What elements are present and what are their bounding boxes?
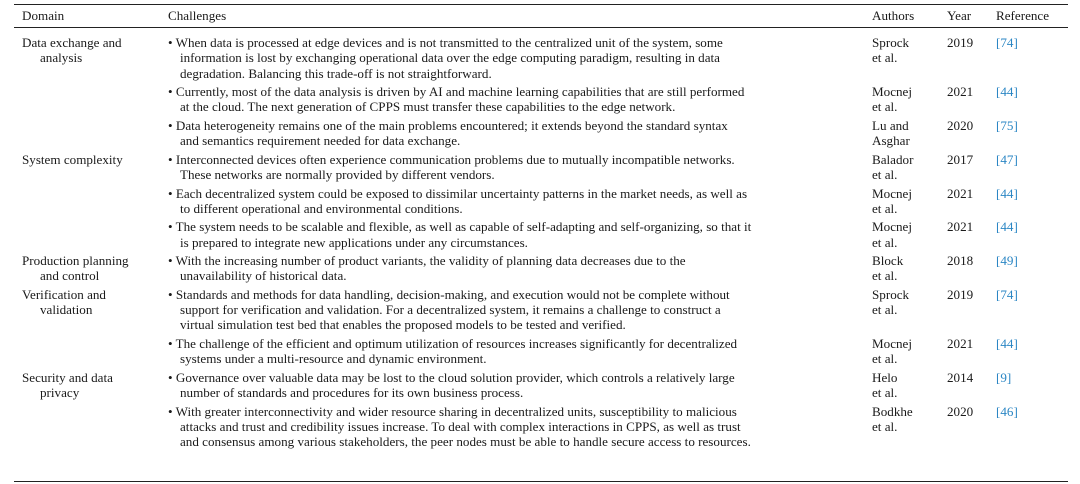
- domain-text: Security and data: [22, 369, 113, 385]
- challenge-line: • When data is processed at edge devices and is not transmitted to the centralized unit of the system, some: [168, 35, 723, 50]
- challenge-line: These networks are normally provided by different vendors.: [180, 166, 495, 182]
- header-domain: Domain: [22, 8, 65, 23]
- challenge-line: at the cloud. The next generation of CPPS must transfer these capabilities to the edge network.: [180, 99, 676, 115]
- row-authors: [872, 35, 909, 66]
- author-text: Mocnej: [872, 336, 912, 351]
- challenge-line: • Interconnected devices often experience communication problems due to mutually incompatible networks.: [168, 151, 735, 167]
- row-year: 2021: [947, 84, 974, 100]
- author-text: Block: [872, 253, 904, 269]
- row-challenge: [168, 219, 868, 250]
- row-authors: [872, 287, 909, 318]
- challenge-line: • The challenge of the efficient and optimum utilization of resources increases significantly for decentralized: [168, 336, 738, 351]
- reference-link[interactable]: [44]: [996, 84, 1018, 100]
- author-text: et al.: [872, 418, 898, 434]
- challenge-line: is prepared to integrate new applications under any circumstances.: [180, 234, 528, 250]
- domain-text: Production planning: [22, 253, 129, 269]
- row-year: 2021: [947, 219, 974, 235]
- row-challenge: [168, 186, 868, 217]
- author-text: Sprock: [872, 35, 910, 50]
- row-challenge: [168, 370, 868, 401]
- author-text: et al.: [872, 234, 898, 250]
- row-authors: [872, 253, 903, 284]
- challenge-line: • The system needs to be scalable and flexible, as well as capable of self-adapting and self-organizing, so that it: [168, 219, 752, 235]
- author-text: Lu and: [872, 117, 909, 133]
- row-challenge: [168, 35, 868, 81]
- author-text: Mocnej: [872, 219, 912, 235]
- author-text: et al.: [872, 166, 898, 182]
- challenge-line: degradation. Balancing this trade-off is not straightforward.: [180, 65, 492, 81]
- author-text: Asghar: [872, 133, 910, 149]
- row-domain: [22, 152, 162, 167]
- challenge-line: virtual simulation test bed that enables the proposed models to be tested and verified.: [180, 317, 626, 333]
- row-year: 2019: [947, 35, 974, 50]
- domain-text: privacy: [40, 385, 80, 401]
- table-top-rule: [14, 4, 1068, 5]
- challenge-line: • With greater interconnectivity and wider resource sharing in decentralized units, susceptibility to malicious: [168, 403, 737, 419]
- author-text: et al.: [872, 351, 898, 367]
- reference-link[interactable]: [74]: [996, 35, 1018, 50]
- row-year: 2017: [947, 151, 974, 167]
- challenge-line: unavailability of historical data.: [180, 268, 347, 284]
- author-text: Mocnej: [872, 185, 912, 201]
- header-reference: Reference: [996, 8, 1050, 23]
- author-text: et al.: [872, 302, 898, 318]
- row-year: 2018: [947, 253, 974, 269]
- row-authors: [872, 219, 912, 250]
- reference-link[interactable]: [44]: [996, 336, 1018, 351]
- header-challenges: Challenges: [168, 8, 227, 23]
- row-authors: [872, 84, 912, 115]
- author-text: Sprock: [872, 286, 910, 302]
- row-authors: [872, 152, 913, 183]
- challenge-line: information is lost by exchanging operational data over the edge computing paradigm, resulting in data: [180, 50, 720, 66]
- challenge-line: support for verification and validation. For a decentralized system, it remains a challenge to construct a: [180, 302, 721, 318]
- row-year: 2021: [947, 185, 974, 201]
- challenge-line: • Currently, most of the data analysis is driven by AI and machine learning capabilities that are still performed: [168, 84, 745, 100]
- reference-link[interactable]: [47]: [996, 151, 1018, 167]
- reference-link[interactable]: [9]: [996, 369, 1012, 385]
- challenge-line: • Governance over valuable data may be lost to the cloud solution provider, which controls a relatively large: [168, 369, 735, 385]
- row-year: 2021: [947, 336, 974, 351]
- domain-text: Data exchange and: [22, 35, 122, 50]
- author-text: et al.: [872, 268, 898, 284]
- table-header-rule: [14, 27, 1068, 28]
- row-challenge: [168, 336, 868, 367]
- header-authors: Authors: [872, 8, 915, 23]
- challenge-line: • With the increasing number of product variants, the validity of planning data decreases due to the: [168, 253, 686, 269]
- domain-text: Verification and: [22, 286, 106, 302]
- row-year: 2019: [947, 286, 974, 302]
- row-authors: [872, 186, 912, 217]
- row-domain: [22, 35, 162, 66]
- row-challenge: [168, 287, 868, 333]
- reference-link[interactable]: [46]: [996, 403, 1018, 419]
- challenge-line: • Each decentralized system could be exposed to dissimilar uncertainty patterns in the market needs, as well as: [168, 185, 748, 201]
- row-challenge: [168, 84, 868, 115]
- row-year: 2014: [947, 369, 974, 385]
- reference-link[interactable]: [44]: [996, 219, 1018, 235]
- reference-link[interactable]: [49]: [996, 253, 1018, 269]
- domain-text: and control: [40, 268, 100, 284]
- domain-text: validation: [40, 302, 93, 318]
- challenge-line: number of standards and procedures for its own business process.: [180, 385, 524, 401]
- row-authors: [872, 370, 897, 401]
- challenge-line: to different operational and environmental conditions.: [180, 200, 463, 216]
- domain-text: analysis: [40, 50, 83, 66]
- challenge-line: • Standards and methods for data handling, decision-making, and execution would not be complete without: [168, 286, 730, 302]
- author-text: Balador: [872, 151, 914, 167]
- author-text: et al.: [872, 99, 898, 115]
- row-domain: [22, 370, 162, 401]
- author-text: Bodkhe: [872, 403, 913, 419]
- challenge-line: systems under a multi-resource and dynamic environment.: [180, 351, 487, 367]
- row-challenge: [168, 152, 868, 183]
- reference-link[interactable]: [75]: [996, 117, 1018, 133]
- challenge-line: and consensus among various stakeholders, the peer nodes must be able to handle secure access to resources.: [180, 434, 751, 450]
- author-text: et al.: [872, 385, 898, 401]
- table-bottom-rule: [14, 481, 1068, 482]
- header-year: Year: [947, 8, 972, 23]
- challenge-line: attacks and trust and credibility issues increase. To deal with complex interactions in CPPS, as well as trust: [180, 418, 741, 434]
- author-text: Helo: [872, 369, 898, 385]
- author-text: et al.: [872, 50, 898, 66]
- row-year: 2020: [947, 403, 974, 419]
- author-text: et al.: [872, 200, 898, 216]
- row-authors: [872, 336, 912, 367]
- row-year: 2020: [947, 117, 974, 133]
- challenge-line: • Data heterogeneity remains one of the main problems encountered; it extends beyond the standard syntax: [168, 117, 728, 133]
- author-text: Mocnej: [872, 84, 912, 100]
- row-challenge: [168, 404, 868, 450]
- row-domain: [22, 253, 162, 284]
- row-authors: [872, 404, 913, 435]
- row-challenge: [168, 118, 868, 149]
- row-domain: [22, 287, 162, 318]
- domain-text: System complexity: [22, 151, 123, 167]
- reference-link[interactable]: [44]: [996, 185, 1018, 201]
- row-authors: [872, 118, 910, 149]
- reference-link[interactable]: [74]: [996, 286, 1018, 302]
- challenge-line: and semantics requirement needed for data exchange.: [180, 133, 461, 149]
- row-challenge: [168, 253, 868, 284]
